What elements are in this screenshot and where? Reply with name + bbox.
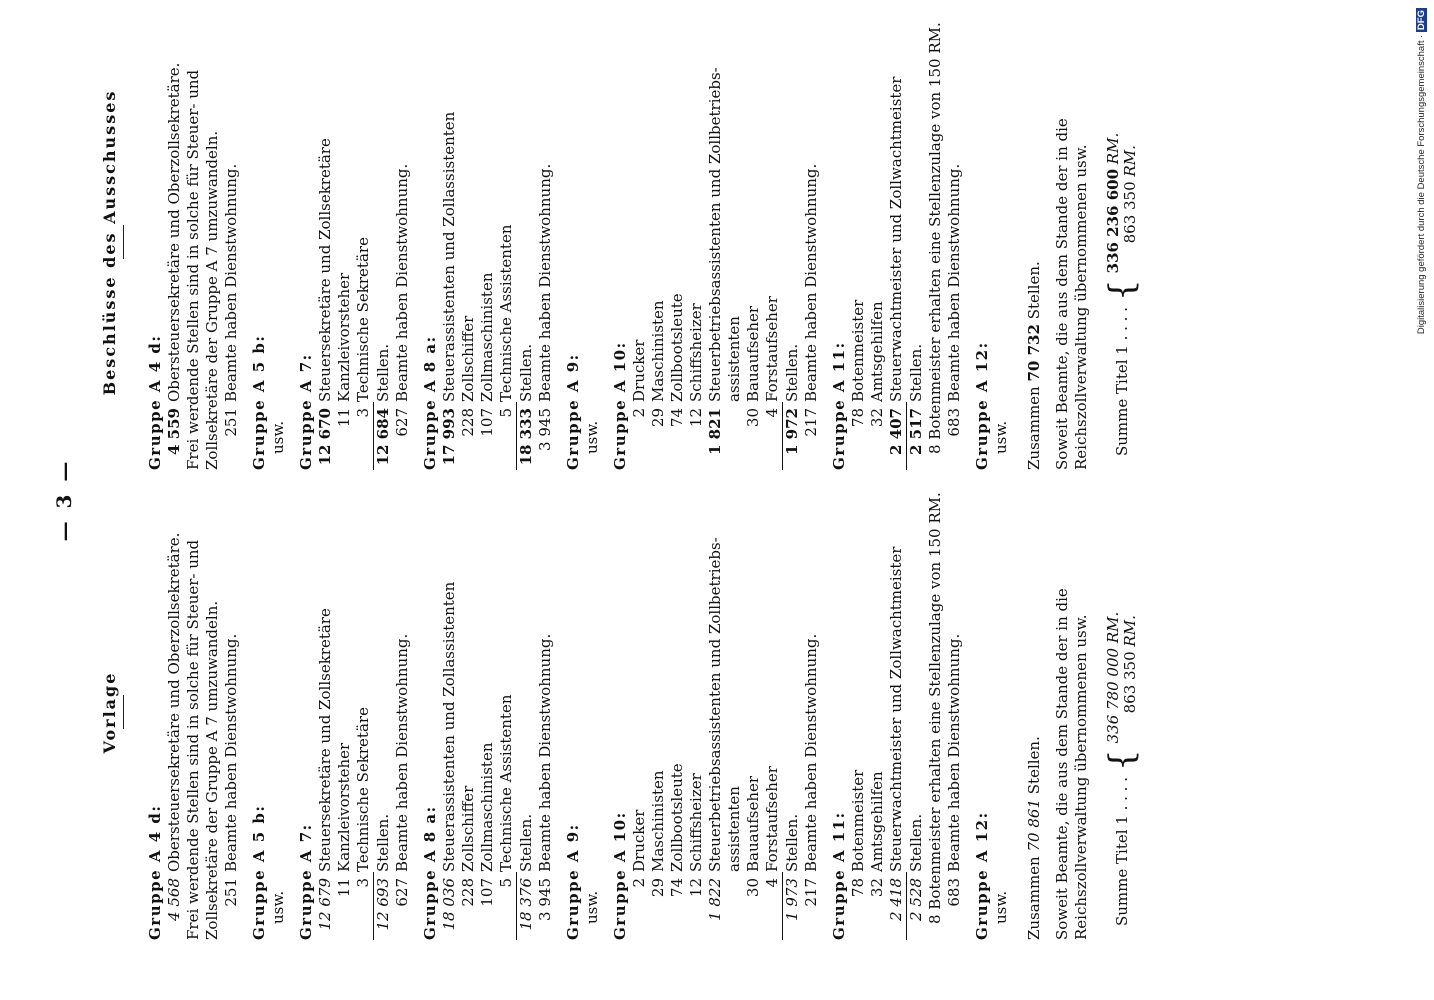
table-row (335, 485, 354, 940)
dfg-logo: DFG (1416, 10, 1427, 31)
count: 12 679 (316, 878, 334, 931)
note-text: Beamte haben Dienstwohnung. (393, 163, 411, 402)
table-row (497, 15, 516, 470)
sum-unit: Stellen. (517, 813, 535, 872)
sum-value: 18 376 (516, 872, 536, 940)
position-name: Forstaufseher (763, 296, 781, 402)
table-row (459, 485, 478, 940)
position-name: Maschinisten (649, 300, 667, 402)
count: 74 (668, 878, 686, 898)
table-row (478, 485, 497, 940)
dfg-notice: Digitalisierung gefördert durch die Deutsche Forschungsgemeinschaft · DFG (1416, 10, 1427, 335)
position-name: Drucker (630, 809, 648, 872)
count: 683 (945, 408, 963, 437)
position-name: Kanzleivorsteher (335, 272, 353, 402)
note-text: Beamte haben Dienstwohnung. (393, 633, 411, 872)
count: 3 (354, 408, 372, 418)
summe-label: Summe Titel 1 . . . . (1112, 777, 1131, 926)
position-name: assistenten (725, 786, 743, 872)
amount-line (1105, 133, 1122, 274)
amount-line (1105, 612, 1122, 744)
count: 29 (649, 878, 667, 898)
position-name: Bauaufseher (744, 305, 762, 402)
column-title: Vorlage (100, 671, 119, 754)
table-row (440, 15, 459, 470)
count: 107 (478, 878, 496, 907)
count: 4 (763, 408, 781, 418)
table-row (630, 485, 649, 940)
total-label: Zusammen (1025, 386, 1043, 470)
count: 12 (687, 878, 705, 898)
group-label: Gruppe A 12: (973, 341, 991, 470)
count: 12 670 (316, 408, 334, 466)
table-row (744, 485, 763, 940)
summe-block (1102, 485, 1142, 940)
table-row (687, 485, 706, 940)
dfg-notice-text: Digitalisierung gefördert durch die Deutsche Forschungsgemeinschaft (1416, 40, 1427, 335)
table-row (354, 15, 373, 470)
group-label: Gruppe A 11: (830, 341, 848, 470)
note-row (222, 15, 241, 470)
group-label: Gruppe A 10: (611, 341, 629, 470)
position-name: Amtsgehilfen (868, 771, 886, 872)
sum-value: 1 973 (782, 872, 802, 940)
count: 4 (763, 878, 781, 888)
count: 4 568 (165, 878, 183, 921)
position-name: Kanzleivorsteher (335, 742, 353, 872)
count: 17 993 (440, 408, 458, 466)
paragraph: Frei werdende Stellen sind in solche für Steuer- und Zollsekretäre der Gruppe A 7 umzuwandeln. (184, 69, 221, 470)
position-name: assistenten (725, 316, 743, 402)
group-label: Gruppe A 8 a: (421, 805, 439, 940)
usw-text: usw. (269, 420, 287, 454)
position-name: Steuersekretäre und Zollsekretäre (316, 138, 334, 402)
table-row (849, 485, 868, 940)
group-label: Gruppe A 11: (830, 811, 848, 940)
count: 217 (802, 408, 820, 437)
group-a12 (973, 485, 1011, 940)
total-unit: Stellen. (1025, 261, 1043, 320)
position-name: Botenmeister (849, 769, 867, 872)
count: 11 (335, 878, 353, 898)
position-name: Obersteuersekretäre und Oberzollsekretäre. (165, 532, 183, 872)
table-row (478, 15, 497, 470)
table-row (497, 485, 516, 940)
table-row (459, 15, 478, 470)
position-name: Technische Assistenten (497, 694, 515, 872)
usw-text: usw. (269, 890, 287, 924)
count: 251 (222, 408, 240, 437)
group-label: Gruppe A 4 d: (146, 804, 164, 940)
total-value: 70 861 (1025, 799, 1043, 852)
table-row (744, 15, 763, 470)
sum-unit: Stellen. (783, 343, 801, 402)
count: 5 (497, 408, 515, 418)
title-rule (123, 226, 124, 260)
group-a5b (250, 485, 288, 940)
table-row (316, 485, 335, 940)
table-row (335, 15, 354, 470)
table-row (316, 15, 335, 470)
sum-unit: Stellen. (783, 813, 801, 872)
group-a9 (564, 15, 602, 470)
position-name: Schiffsheizer (687, 303, 705, 402)
usw-text: usw. (992, 890, 1010, 924)
position-name: Drucker (630, 339, 648, 402)
count: 5 (497, 878, 515, 888)
count: 217 (802, 878, 820, 907)
count: 2 (630, 878, 648, 888)
count: 251 (222, 878, 240, 907)
table-row (668, 485, 687, 940)
sum-unit: Stellen. (907, 813, 925, 872)
position-name: Steuerbetriebsassistenten und Zollbetriebs- (706, 537, 724, 872)
sum-row (373, 485, 393, 940)
group-a4d (146, 15, 241, 470)
amount-value: 336 780 000 (1104, 647, 1122, 744)
table-row (440, 485, 459, 940)
count: 1 822 (706, 878, 724, 921)
sum-row (906, 15, 926, 470)
position-name: Schiffsheizer (687, 773, 705, 872)
count: 2 418 (887, 878, 905, 921)
count: 627 (393, 408, 411, 437)
amount-line (1122, 612, 1139, 744)
sum-row (782, 485, 802, 940)
position-name: Zollmaschinisten (478, 742, 496, 872)
count: 12 (687, 408, 705, 428)
currency: RM. (1121, 615, 1139, 647)
summe-amounts (1105, 133, 1139, 274)
group-a11 (830, 15, 964, 470)
total-line (1025, 15, 1044, 470)
group-a10 (611, 485, 821, 940)
group-a12 (973, 15, 1011, 470)
group-label: Gruppe A 8 a: (421, 335, 439, 470)
brace-icon: { (1102, 279, 1142, 301)
paragraph: 8 Botenmeister erhalten eine Stellenzulage von 150 RM. (926, 492, 944, 924)
usw-text: usw. (992, 420, 1010, 454)
note-text: Beamte haben Dienstwohnung. (536, 163, 554, 402)
sum-unit: Stellen. (907, 343, 925, 402)
table-row (354, 485, 373, 940)
sum-unit: Stellen. (374, 813, 392, 872)
table-row (687, 15, 706, 470)
usw-text: usw. (583, 890, 601, 924)
note-row (393, 485, 412, 940)
paragraph: Frei werdende Stellen sind in solche für Steuer- und Zollsekretäre der Gruppe A 7 umzuwandeln. (184, 539, 221, 940)
table-row (165, 15, 184, 470)
summe-label: Summe Titel 1 . . . . (1112, 307, 1131, 456)
table-row (868, 485, 887, 940)
sum-unit: Stellen. (517, 343, 535, 402)
position-name: Obersteuersekretäre und Oberzollsekretäre. (165, 62, 183, 402)
table-row (668, 15, 687, 470)
table-row (763, 485, 782, 940)
paragraph: 8 Botenmeister erhalten eine Stellenzulage von 150 RM. (926, 22, 944, 454)
count: 228 (459, 408, 477, 437)
note-text: Beamte haben Dienstwohnung. (222, 163, 240, 402)
position-name: Zollschiffer (459, 315, 477, 402)
count: 228 (459, 878, 477, 907)
group-a8a (421, 15, 555, 470)
group-a9 (564, 485, 602, 940)
group-label: Gruppe A 5 b: (250, 804, 268, 940)
position-name: Amtsgehilfen (868, 301, 886, 402)
title-rule (123, 696, 124, 730)
group-a10 (611, 15, 821, 470)
total-unit: Stellen. (1025, 736, 1043, 795)
table-row (868, 15, 887, 470)
note-row (945, 485, 964, 940)
position-name: Forstaufseher (763, 766, 781, 872)
count: 78 (849, 408, 867, 428)
position-name: Zollschiffer (459, 785, 477, 872)
position-name: Steuerassistenten und Zollassistenten (440, 581, 458, 872)
amount-value: 863 350 (1121, 181, 1139, 244)
note-text: Beamte haben Dienstwohnung. (536, 633, 554, 872)
amount-value: 863 350 (1121, 651, 1139, 714)
sum-row (906, 485, 926, 940)
table-row (649, 485, 668, 940)
position-name: Steuerbetriebsassistenten und Zollbetriebs- (706, 67, 724, 402)
summe-amounts (1105, 612, 1139, 744)
group-a7 (297, 15, 412, 470)
column-title: Beschlüsse des Ausschusses (100, 89, 119, 396)
position-name: Steuersekretäre und Zollsekretäre (316, 608, 334, 872)
table-row (887, 15, 906, 470)
count: 32 (868, 408, 886, 428)
count: 30 (744, 408, 762, 428)
group-label: Gruppe A 9: (564, 823, 582, 940)
note-text: Beamte haben Dienstwohnung. (802, 633, 820, 872)
note-row (802, 485, 821, 940)
group-a11 (830, 485, 964, 940)
group-label: Gruppe A 7: (297, 823, 315, 940)
note-row (536, 485, 555, 940)
amount-line (1122, 133, 1139, 274)
note-text: Beamte haben Dienstwohnung. (222, 633, 240, 872)
position-name: Maschinisten (649, 770, 667, 872)
position-name: Steuerassistenten und Zollassistenten (440, 111, 458, 402)
count: 107 (478, 408, 496, 437)
position-name: Steuerwachtmeister und Zollwachtmeister (887, 76, 905, 402)
group-a5b (250, 15, 288, 470)
sum-unit: Stellen. (374, 343, 392, 402)
table-row (849, 15, 868, 470)
group-label: Gruppe A 12: (973, 811, 991, 940)
table-row (763, 15, 782, 470)
sum-row (782, 15, 802, 470)
position-name: Zollbootsleute (668, 293, 686, 402)
group-a7 (297, 485, 412, 940)
count: 627 (393, 878, 411, 907)
position-name: Zollmaschinisten (478, 272, 496, 402)
group-label: Gruppe A 4 d: (146, 334, 164, 470)
page-number: — 3 — (52, 458, 76, 542)
total-value: 70 732 (1025, 324, 1043, 382)
count: 78 (849, 878, 867, 898)
currency: RM. (1104, 132, 1122, 165)
count: 2 407 (887, 408, 905, 455)
count: 1 821 (706, 408, 724, 455)
note-row (802, 15, 821, 470)
note-text: Beamte haben Dienstwohnung. (802, 163, 820, 402)
currency: RM. (1121, 145, 1139, 177)
position-name: Botenmeister (849, 299, 867, 402)
sum-row (516, 15, 536, 470)
amount-value: 336 236 600 (1104, 168, 1122, 274)
table-row (706, 15, 725, 470)
group-label: Gruppe A 7: (297, 353, 315, 470)
count: 29 (649, 408, 667, 428)
position-name: Technische Sekretäre (354, 237, 372, 402)
group-label: Gruppe A 5 b: (250, 334, 268, 470)
sum-value: 12 693 (373, 872, 393, 940)
count: 2 (630, 408, 648, 418)
sum-value: 12 684 (373, 402, 393, 470)
table-row (725, 15, 744, 470)
count: 3 945 (536, 878, 554, 921)
total-label: Zusammen (1025, 856, 1043, 940)
position-name: Bauaufseher (744, 775, 762, 872)
table-row (887, 485, 906, 940)
group-label: Gruppe A 10: (611, 811, 629, 940)
count: 3 (354, 878, 372, 888)
table-row (725, 485, 744, 940)
currency: RM. (1104, 611, 1122, 644)
note-row (536, 15, 555, 470)
note-row (222, 485, 241, 940)
count: 30 (744, 878, 762, 898)
soweit-paragraph: Soweit Beamte, die aus dem Stande der in die Reichszollverwaltung übernommenen usw. (1053, 588, 1090, 940)
total-line (1025, 485, 1044, 940)
sum-value: 2 528 (906, 872, 926, 940)
table-row (649, 15, 668, 470)
sum-row (373, 15, 393, 470)
count: 11 (335, 408, 353, 428)
count: 74 (668, 408, 686, 428)
usw-text: usw. (583, 420, 601, 454)
column-vorlage (100, 485, 1142, 940)
position-name: Steuerwachtmeister und Zollwachtmeister (887, 546, 905, 872)
group-label: Gruppe A 9: (564, 353, 582, 470)
position-name: Technische Assistenten (497, 224, 515, 402)
group-a4d (146, 485, 241, 940)
table-row (165, 485, 184, 940)
sum-value: 1 972 (782, 402, 802, 470)
count: 32 (868, 878, 886, 898)
position-name: Zollbootsleute (668, 763, 686, 872)
brace-icon: { (1102, 749, 1142, 771)
table-row (706, 485, 725, 940)
note-text: Beamte haben Dienstwohnung. (945, 163, 963, 402)
sum-value: 2 517 (906, 402, 926, 470)
group-a8a (421, 485, 555, 940)
count: 4 559 (165, 408, 183, 455)
column-beschluesse (100, 15, 1142, 470)
sum-row (516, 485, 536, 940)
position-name: Technische Sekretäre (354, 707, 372, 872)
note-text: Beamte haben Dienstwohnung. (945, 633, 963, 872)
note-row (393, 15, 412, 470)
table-row (630, 15, 649, 470)
count: 683 (945, 878, 963, 907)
count: 18 036 (440, 878, 458, 931)
note-row (945, 15, 964, 470)
soweit-paragraph: Soweit Beamte, die aus dem Stande der in die Reichszollverwaltung übernommenen usw. (1053, 118, 1090, 470)
count: 3 945 (536, 408, 554, 451)
sum-value: 18 333 (516, 402, 536, 470)
summe-block (1102, 15, 1142, 470)
